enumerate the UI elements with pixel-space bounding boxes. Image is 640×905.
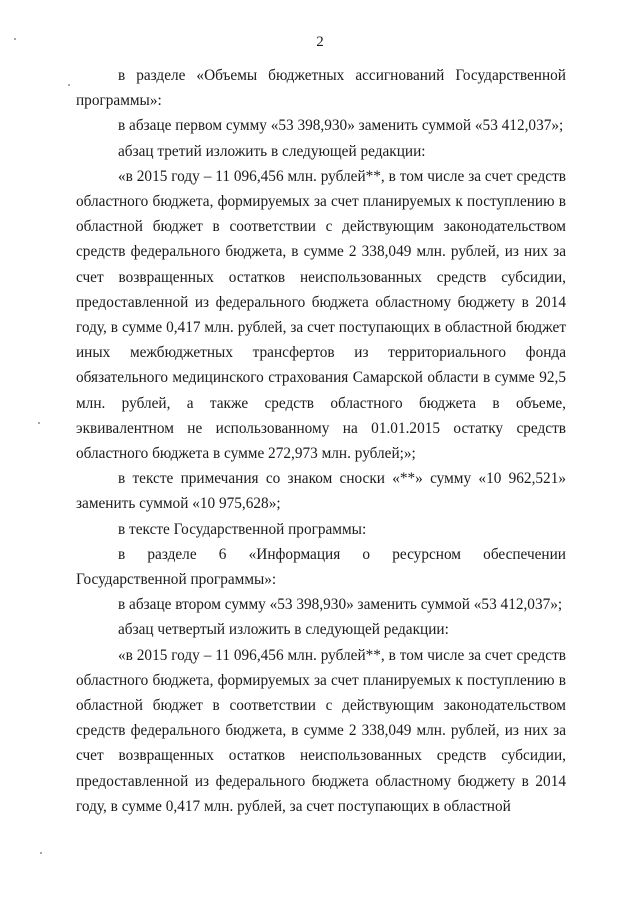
- paragraph-2015-budget: «в 2015 году – 11 096,456 млн. рублей**, в том числе за счет средств областного бюджета, формируемых за счет планируемых к поступлению в областной бюджет в соответствии с действующим законодательством средств федерального бюджета, в сумме 2 338,049 млн. рублей, из них за счет возвращенных остатков неиспользованных средств субсидии, предоставленной из федерального бюджета областному бюджету в 2014 году, в сумме 0,417 млн. рублей, за счет поступающих в областной бюджет иных межбюджетных трансфертов из территориального фонда обязательного медицинского страхования Самарской области в сумме 92,5 млн. рублей, а также средств областного бюджета в объеме, эквивалентном не использованному на 01.01.2015 остатку средств областного бюджета в сумме 272,973 млн. рублей;»;: [76, 167, 566, 463]
- document-body: [76, 63, 566, 819]
- scan-speck: [38, 422, 40, 424]
- scan-speck: [68, 84, 70, 86]
- paragraph-third-heading: абзац третий изложить в следующей редакции:: [118, 142, 426, 160]
- paragraph-footnote-note: в тексте примечания со знаком сноски «**» сумму «10 962,521» заменить суммой «10 975,628»;: [76, 470, 566, 513]
- scan-speck: [40, 852, 42, 854]
- paragraph-section-6: в разделе 6 «Информация о ресурсном обеспечении Государственной программы»:: [76, 545, 566, 589]
- page-number: 2: [316, 34, 324, 50]
- paragraph-program-text: в тексте Государственной программы:: [118, 520, 367, 538]
- paragraph-2015-budget-repeat: «в 2015 году – 11 096,456 млн. рублей**, в том числе за счет средств областного бюджета, формируемых за счет планируемых к поступлению в областной бюджет в соответствии с действующим законодательством средств федерального бюджета, в сумме 2 338,049 млн. рублей, из них за счет возвращенных остатков неиспользованных средств субсидии, предоставленной из федерального бюджета областному бюджету в 2014 году, в сумме 0,417 млн. рублей, за счет поступающих в областной: [76, 646, 566, 815]
- paragraph-second-amount: в абзаце втором сумму «53 398,930» заменить суммой «53 412,037»;: [118, 596, 563, 614]
- paragraph-section-objects: в разделе «Объемы бюджетных ассигнований Государственной программы»:: [76, 67, 566, 110]
- paragraph-fourth-heading: абзац четвертый изложить в следующей редакции:: [118, 621, 449, 639]
- paragraph-first-amount: в абзаце первом сумму «53 398,930» заменить суммой «53 412,037»;: [118, 117, 564, 135]
